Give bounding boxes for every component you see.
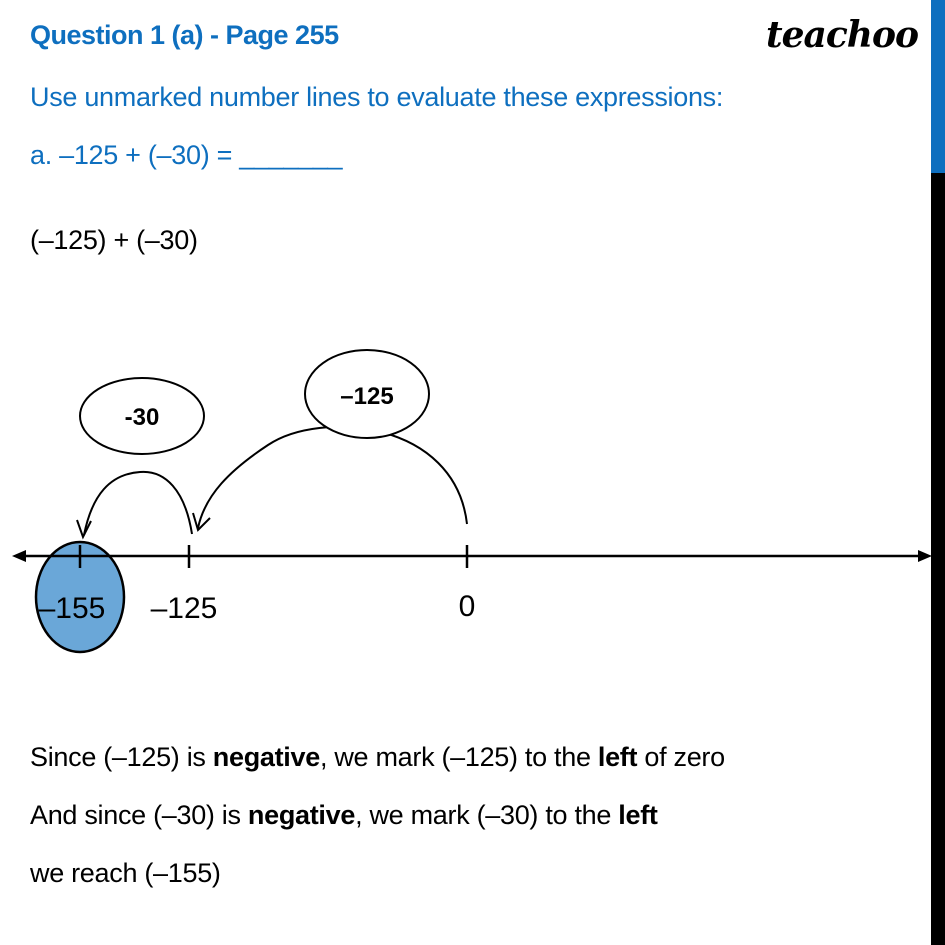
emphasis-negative: negative [247,800,356,830]
jump-label-minus-30: -30 [124,404,160,431]
emphasis-left: left [597,742,638,772]
text: And since (–30) is [30,800,248,830]
tick-label-zero: 0 [458,590,476,623]
teachoo-logo: teachoo [766,14,918,56]
tick-label-minus-155: –155 [38,592,106,625]
question-title: Question 1 (a) - Page 255 [30,20,339,50]
side-accent-bar [931,0,945,173]
number-line-diagram [0,340,945,670]
explanation-line-1 [30,742,725,773]
solution-expression: (–125) + (–30) [30,225,198,255]
jump-label-minus-125: –125 [340,383,394,410]
question-instruction: Use unmarked number lines to evaluate these expressions: [30,82,724,112]
explanation-line-2 [30,800,658,831]
text: of zero [637,742,725,772]
text: , we mark (–30) to the [355,800,619,830]
jump-arc-minus-125 [198,427,467,528]
text: we reach (–155) [30,858,221,888]
left-arrow-icon [12,550,26,562]
arrowhead-icon [77,520,91,537]
emphasis-left: left [618,800,658,830]
tick-label-minus-125: –125 [150,592,218,625]
jump-arc-minus-30 [84,472,192,535]
explanation-line-3 [30,858,221,889]
question-part-a: a. –125 + (–30) = _______ [30,140,343,170]
emphasis-negative: negative [212,742,320,772]
right-arrow-icon [918,550,932,562]
text: , we mark (–125) to the [319,742,598,772]
text: Since (–125) is [30,742,213,772]
